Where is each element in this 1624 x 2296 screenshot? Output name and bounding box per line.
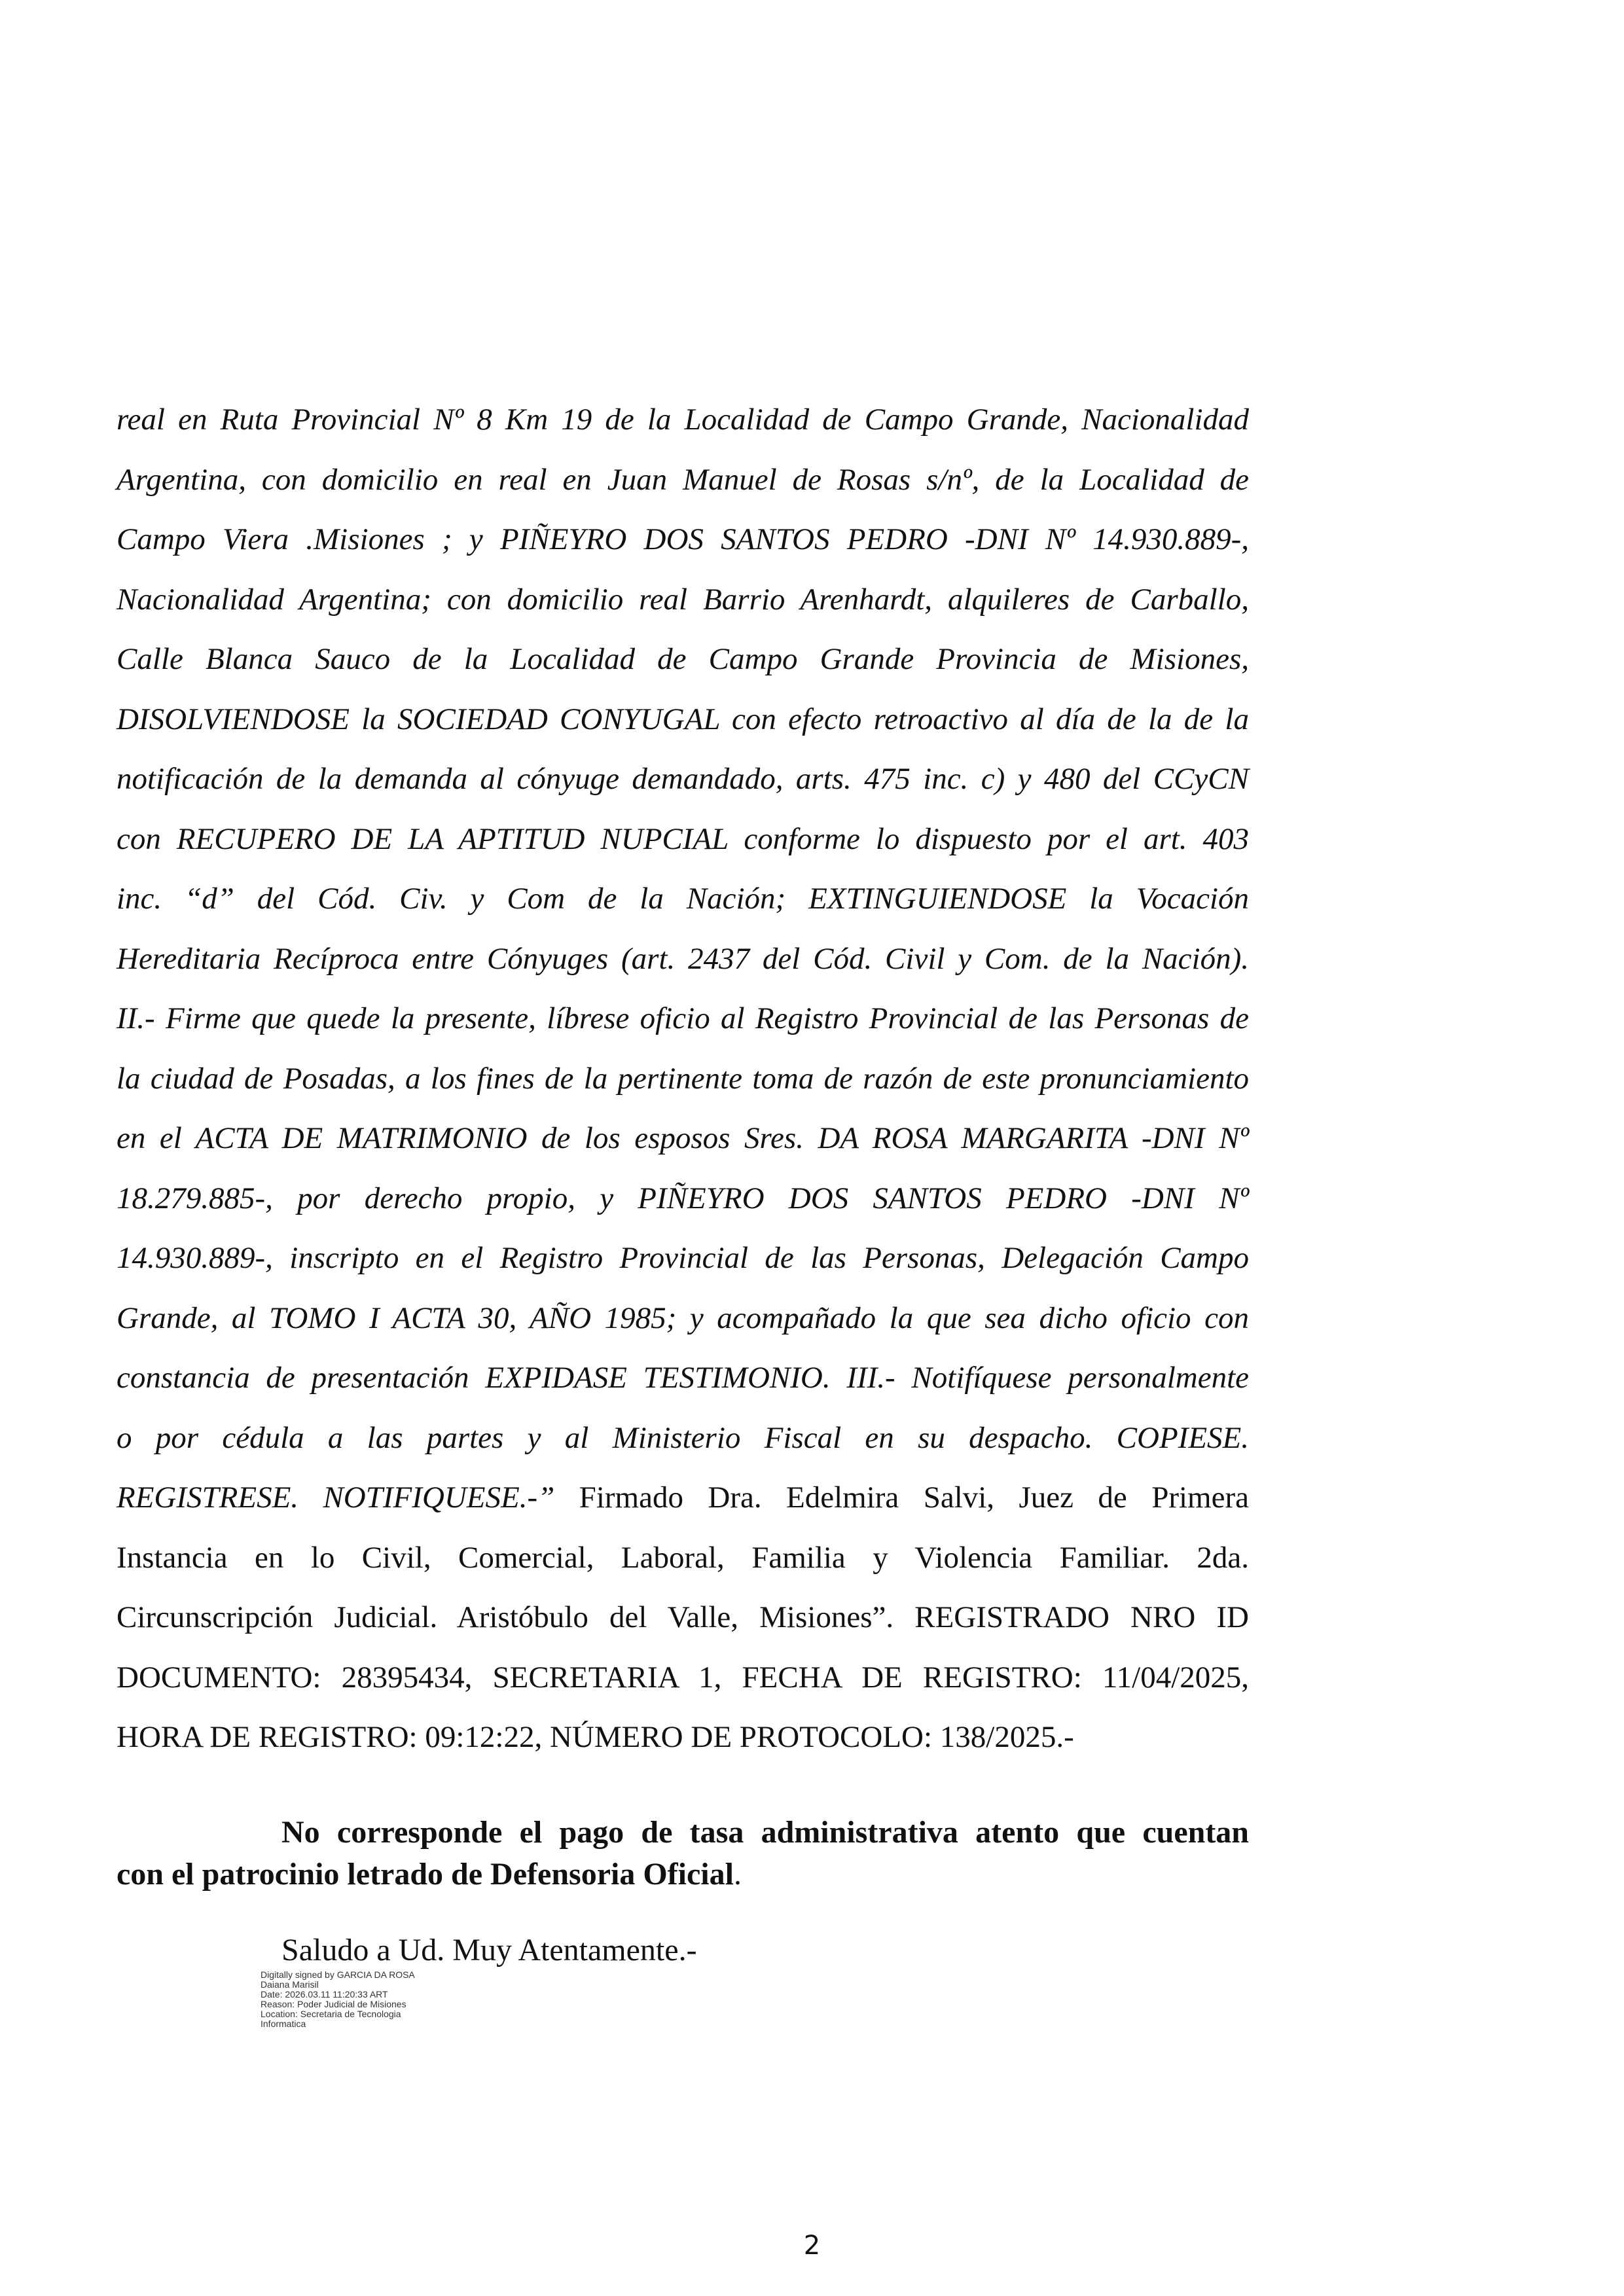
- body-line: [117, 1109, 1249, 1169]
- body-line-segment: Circunscripción Judicial. Aristóbulo del Valle, Misiones”. REGISTRADO NRO ID: [117, 1600, 1249, 1634]
- body-line: [117, 1708, 1249, 1768]
- body-line: [117, 1289, 1249, 1349]
- signature-location-cont: Informatica: [261, 2018, 306, 2029]
- body-line: [117, 989, 1249, 1049]
- body-line-segment: Campo Viera .Misiones ; y PIÑEYRO DOS SANTOS PEDRO -DNI Nº 14.930.889-,: [117, 522, 1249, 556]
- body-line: [117, 1588, 1249, 1648]
- body-line-segment: REGISTRESE. NOTIFIQUESE.-”: [117, 1480, 555, 1515]
- page-number: 2: [803, 2231, 821, 2261]
- body-line: [117, 630, 1249, 690]
- body-line: [117, 869, 1249, 929]
- body-line-segment: Instancia en lo Civil, Comercial, Laboral, Familia y Violencia Familiar. 2da.: [117, 1540, 1249, 1575]
- body-line-segment: en el ACTA DE MATRIMONIO de los esposos Sres. DA ROSA MARGARITA -DNI Nº: [117, 1121, 1249, 1155]
- signature-signed-by: Digitally signed by GARCIA DA ROSA: [261, 1969, 415, 1980]
- fee-note-period: .: [733, 1857, 742, 1892]
- body-line-segment: Hereditaria Recíproca entre Cónyuges (art. 2437 del Cód. Civil y Com. de la Nación).: [117, 941, 1249, 976]
- fee-note-line-1: No corresponde el pago de tasa administrativa atento que cuentan: [281, 1815, 1249, 1850]
- closing-salutation: Saludo a Ud. Muy Atentamente.-: [281, 1933, 697, 1967]
- body-line-segment: Nacionalidad Argentina; con domicilio real Barrio Arenhardt, alquileres de Carballo,: [117, 582, 1249, 617]
- body-line: [117, 1348, 1249, 1408]
- body-line: [117, 510, 1249, 570]
- body-line: [117, 1169, 1249, 1229]
- body-line-segment: Argentina, con domicilio en real en Juan Manuel de Rosas s/nº, de la Localidad de: [117, 462, 1249, 497]
- digital-signature-block: [261, 1970, 415, 2029]
- body-line: [117, 1528, 1249, 1588]
- body-line: [117, 1229, 1249, 1289]
- body-line-segment: notificación de la demanda al cónyuge demandado, arts. 475 inc. c) y 480 del CCyCN: [117, 762, 1249, 796]
- signature-location: Location: Secretaria de Tecnologia: [261, 2009, 401, 2019]
- body-line-segment: DOCUMENTO: 28395434, SECRETARIA 1, FECHA DE REGISTRO: 11/04/2025,: [117, 1660, 1249, 1695]
- fee-exemption-note: [117, 1812, 1249, 1895]
- body-line: [117, 929, 1249, 990]
- body-line-segment: constancia de presentación EXPIDASE TESTIMONIO. III.- Notifíquese personalmente: [117, 1361, 1249, 1395]
- body-line: [117, 1408, 1249, 1469]
- body-line: [117, 1049, 1249, 1109]
- body-line: [117, 810, 1249, 870]
- body-line-segment: con RECUPERO DE LA APTITUD NUPCIAL conforme lo dispuesto por el art. 403: [117, 821, 1249, 856]
- resolution-body-text: [117, 390, 1249, 1768]
- body-line-segment: HORA DE REGISTRO: 09:12:22, NÚMERO DE PROTOCOLO: 138/2025.-: [117, 1720, 1074, 1754]
- signature-name: Daiana Marisil: [261, 1979, 319, 1990]
- body-line-segment: inc. “d” del Cód. Civ. y Com de la Nación; EXTINGUIENDOSE la Vocación: [117, 882, 1249, 916]
- body-line-segment: II.- Firme que quede la presente, líbrese oficio al Registro Provincial de las Personas de: [117, 1001, 1249, 1035]
- fee-note-line-2: [117, 1854, 1249, 1895]
- signature-date: Date: 2026.03.11 11:20:33 ART: [261, 1989, 388, 2000]
- body-line-segment: Firmado Dra. Edelmira Salvi, Juez de Primera: [554, 1480, 1249, 1515]
- body-line-segment: Calle Blanca Sauco de la Localidad de Campo Grande Provincia de Misiones,: [117, 642, 1249, 676]
- body-line: [117, 570, 1249, 630]
- body-line: [117, 390, 1249, 450]
- body-line: [117, 749, 1249, 810]
- body-line: [117, 450, 1249, 511]
- body-line: [117, 690, 1249, 750]
- body-line-segment: 18.279.885-, por derecho propio, y PIÑEYRO DOS SANTOS PEDRO -DNI Nº: [117, 1181, 1249, 1215]
- body-line-segment: DISOLVIENDOSE la SOCIEDAD CONYUGAL con efecto retroactivo al día de la de la: [117, 702, 1249, 736]
- signature-reason: Reason: Poder Judicial de Misiones: [261, 1999, 406, 2009]
- body-line-segment: real en Ruta Provincial Nº 8 Km 19 de la Localidad de Campo Grande, Nacionalidad: [117, 403, 1249, 437]
- body-line-segment: 14.930.889-, inscripto en el Registro Provincial de las Personas, Delegación Campo: [117, 1241, 1249, 1275]
- body-line-segment: Grande, al TOMO I ACTA 30, AÑO 1985; y acompañado la que sea dicho oficio con: [117, 1300, 1249, 1335]
- body-line-segment: o por cédula a las partes y al Ministerio Fiscal en su despacho. COPIESE.: [117, 1420, 1249, 1455]
- fee-note-line-2-text: con el patrocinio letrado de Defensoria Oficial: [117, 1857, 734, 1892]
- body-line: [117, 1648, 1249, 1708]
- body-line: [117, 1468, 1249, 1528]
- body-line-segment: la ciudad de Posadas, a los fines de la pertinente toma de razón de este pronunciamiento: [117, 1061, 1249, 1096]
